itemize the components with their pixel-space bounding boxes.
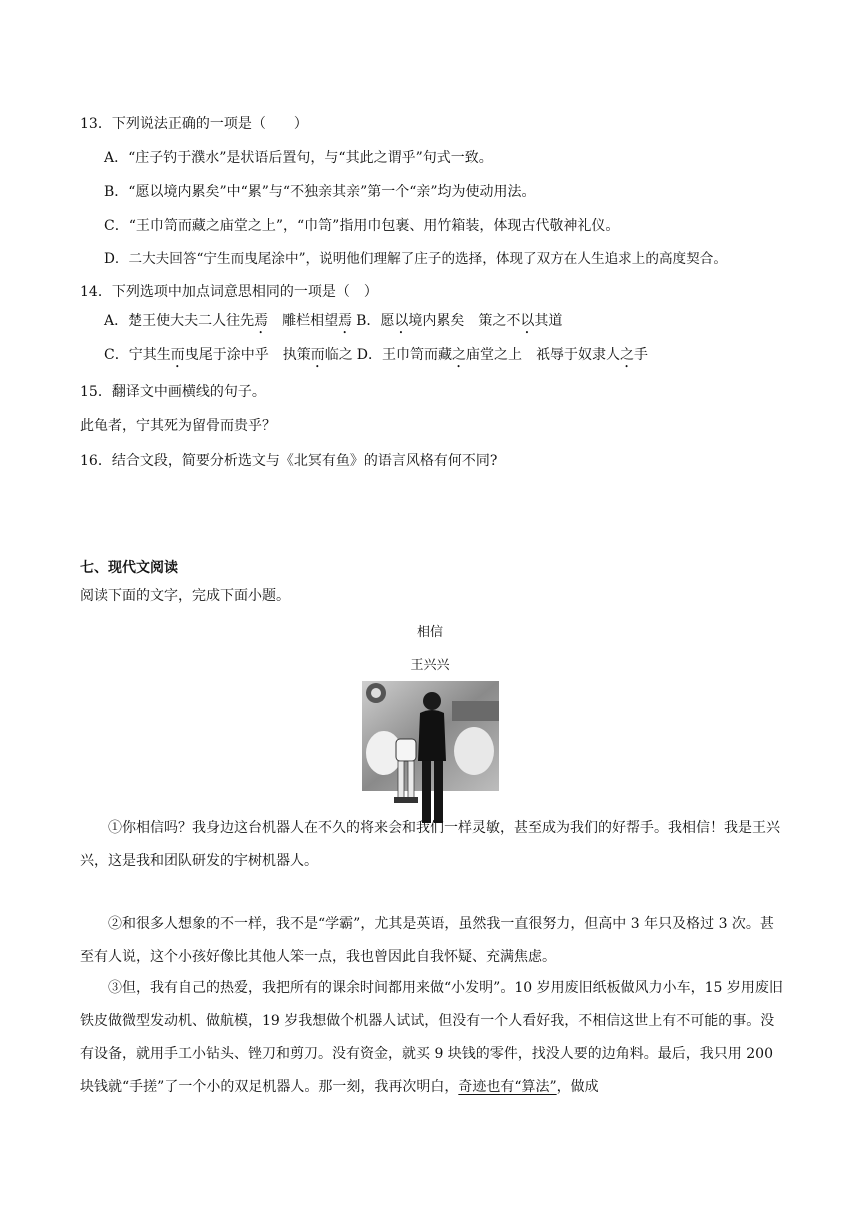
q14-row-ab xyxy=(104,310,562,337)
q15-stem: 15．翻译文中画横线的句子。 xyxy=(80,384,266,400)
q14-a1-dotted: 焉 xyxy=(254,313,269,329)
paragraph-3-underlined: 奇迹也有“算法” xyxy=(458,1079,557,1095)
q14-a-label: A． xyxy=(104,313,129,329)
q14-d1-pre: 王巾笥而藏 xyxy=(381,347,452,363)
article-title: 相信 xyxy=(416,625,443,640)
q14-b1-dotted: 以 xyxy=(394,313,409,329)
paragraph-1: ①你相信吗？我身边这台机器人在不久的将来会和我们一样灵敏，甚至成为我们的好帮手。我相信！我是王兴兴，这是我和团队研发的宇树机器人。 xyxy=(80,820,780,869)
q14-b2-pre: 策之不 xyxy=(478,313,521,329)
q14-d2-post: 手 xyxy=(633,347,648,363)
q13-option-b: B．“愿以境内累矣”中“累”与“不独亲其亲”第一个“亲”均为使动用法。 xyxy=(104,184,536,200)
q14-stem: 14．下列选项中加点词意思相同的一项是（ ） xyxy=(80,284,378,300)
q14-a2-pre: 雕栏相望 xyxy=(282,313,339,329)
q14-b-label: B． xyxy=(356,313,381,329)
q14-b2-post: 其道 xyxy=(534,313,563,329)
q14-row-cd xyxy=(104,344,648,371)
paragraph-2: ②和很多人想象的不一样，我不是“学霸”，尤其是英语，虽然我一直很努力，但高中 3 年只及格过 3 次。甚至有人说，这个小孩好像比其他人笨一点，我也曾因此自我怀疑、充满焦虑。 xyxy=(80,916,774,965)
q14-c2-dotted: 而 xyxy=(310,347,325,363)
section-instruction: 阅读下面的文字，完成下面小题。 xyxy=(80,588,290,604)
q14-c-label: C． xyxy=(104,347,129,363)
robot-and-person-photo-icon xyxy=(362,681,499,829)
q13-option-a: A．“庄子钓于濮水”是状语后置句，与“其此之谓乎”句式一致。 xyxy=(104,150,493,166)
article-author: 王兴兴 xyxy=(410,658,450,673)
q14-b1-post: 境内累矣 xyxy=(408,313,465,329)
q13-stem: 13．下列说法正确的一项是（ ） xyxy=(80,116,308,132)
paragraph-3 xyxy=(80,972,784,1104)
q14-d-label: D． xyxy=(356,347,382,363)
q14-d2-dotted: 之 xyxy=(619,347,634,363)
q13-option-d: D．二大夫回答“宁生而曳尾涂中”，说明他们理解了庄子的选择，体现了双方在人生追求上的高度契合。 xyxy=(104,251,727,267)
q14-c1-post: 曳尾于涂中乎 xyxy=(184,347,269,363)
q16-stem: 16．结合文段，简要分析选文与《北冥有鱼》的语言风格有何不同? xyxy=(80,453,498,469)
paragraph-3-tail: ，做成 xyxy=(556,1079,599,1095)
q14-d2-pre: 祇辱于奴隶人 xyxy=(535,347,620,363)
q14-d1-post: 庙堂之上 xyxy=(465,347,522,363)
q14-d1-dotted: 之 xyxy=(451,347,466,363)
q14-c2-post: 临之 xyxy=(324,347,353,363)
q13-option-c: C．“王巾笥而藏之庙堂之上”，“巾笥”指用巾包裹、用竹箱装，体现古代敬神礼仪。 xyxy=(104,218,620,234)
q14-a2-dotted: 焉 xyxy=(338,313,353,329)
q14-a1-pre: 楚王使大夫二人往先 xyxy=(128,313,255,329)
section-heading: 七、现代文阅读 xyxy=(80,560,178,576)
q14-c2-pre: 执策 xyxy=(282,347,311,363)
q14-c1-dotted: 而 xyxy=(170,347,185,363)
q14-b1-pre: 愿 xyxy=(380,313,395,329)
paragraph-3-main: ③但，我有自己的热爱，我把所有的课余时间都用来做“小发明”。10 岁用废旧纸板做风力小车，15 岁用废旧铁皮做微型发动机、做航模，19 岁我想做个机器人试试，但没有一个人看好我，不相信这世上有不可能的事。没有设备，就用手工小钻头、锉刀和剪刀。没有资金，就买 9 块钱的零件，找没人要的边角料。最后，我只用 200 块钱就“手搓”了一个小的双足机器人。那一刻，我再次明白， xyxy=(80,980,783,1095)
q14-c1-pre: 宁其生 xyxy=(128,347,171,363)
q15-sentence: 此龟者，宁其死为留骨而贵乎？ xyxy=(80,418,276,434)
q14-b2-dotted: 以 xyxy=(520,313,535,329)
